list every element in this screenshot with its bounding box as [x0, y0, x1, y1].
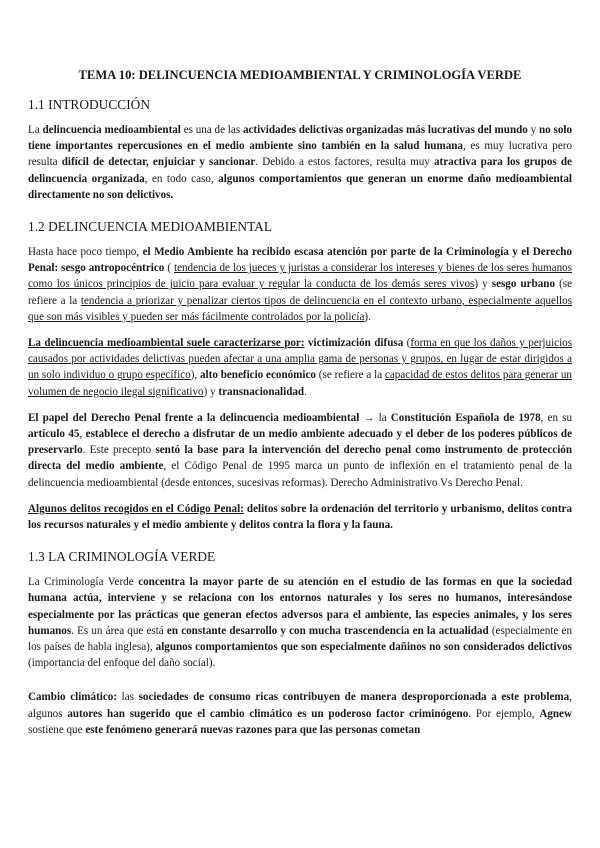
- text: , algunos: [28, 691, 572, 720]
- text: La Criminología Verde: [28, 576, 139, 589]
- section-heading: 1.1 INTRODUCCIÓN: [28, 97, 150, 112]
- text: , en su: [540, 411, 573, 424]
- text: .: [304, 385, 307, 398]
- underlined-text: capacidad de estos delitos para generar un volumen de negocio ilegal significativo: [28, 369, 572, 398]
- paragraph: [28, 501, 572, 533]
- text: ,: [79, 428, 86, 441]
- text: , el Código Penal de 1995 marca un punto de inflexión en el tratamiento penal de la delincuencia medioambiental (desde entonces, sucesivas reformas). Derecho Administrativo Vs Derecho Penal.: [28, 460, 572, 489]
- paragraph: [28, 410, 572, 491]
- bold-text: sesgo urbano: [491, 278, 555, 291]
- paragraph: [28, 689, 572, 738]
- text: (se refiere a la: [315, 369, 385, 382]
- bold-text: El papel del Derecho Penal frente a la delincuencia medioambiental: [28, 411, 360, 424]
- bold-text: sociedades de consumo ricas contribuyen de manera desproporcionada a este problema: [138, 691, 570, 704]
- bold-text: delitos sobre la ordenación del territorio y urbanismo, delitos contra los recursos naturales y el medio ambiente y delitos contra la flora y la fauna.: [28, 502, 573, 532]
- text: (se refiere a la: [28, 278, 572, 307]
- bold-underlined-text: La delincuencia medioambiental suele caracterizarse por:: [28, 337, 305, 350]
- bold-text: algunos comportamientos que son especialmente dañinos no son considerados delictivos: [155, 641, 572, 654]
- bold-text: actividades delictivas organizadas más lucrativas del mundo: [242, 124, 528, 136]
- text: las: [117, 691, 139, 704]
- bold-text: alto beneficio económico: [200, 369, 316, 382]
- section-heading: 1.2 DELINCUENCIA MEDIOAMBIENTAL: [28, 219, 273, 235]
- section-heading: 1.3 LA CRIMINOLOGÍA VERDE: [28, 549, 216, 565]
- bold-text: sentó la base para la intervención del derecho penal como instrumento de protección directa del medio ambiente: [28, 444, 572, 473]
- bold-text: autores han sugerido que el cambio climático es un poderoso factor criminógeno: [67, 707, 469, 720]
- text: ),: [190, 369, 200, 382]
- bold-text: atractiva para los grupos de delincuencia organizada: [28, 156, 572, 185]
- bold-text: artículo 45: [28, 428, 80, 441]
- text: (: [164, 262, 174, 275]
- bold-text: establece el derecho a disfrutar de un medio ambiente adecuado y el deber de los poderes públicos de preservarlo: [28, 428, 573, 457]
- section-criminologia-verde: [28, 549, 572, 738]
- bold-text: Agnew: [539, 707, 572, 720]
- bold-text: delincuencia medioambiental: [42, 124, 181, 136]
- bold-text: no solo tiene importantes repercusiones en el medio ambiente sino también en la salud humana: [28, 124, 573, 153]
- text: y: [527, 124, 539, 136]
- bold-text: en constante desarrollo y con mucha trascendencia en la actualidad: [166, 624, 489, 637]
- text: . Este precepto: [82, 444, 156, 457]
- text: , es muy lucrativa pero resulta: [28, 140, 572, 169]
- section-delincuencia-medioambiental: [28, 219, 572, 533]
- bold-text: algunos comportamientos que generan un enorme daño medioambiental directamente no son delictivos.: [28, 172, 573, 201]
- text: ).: [364, 310, 371, 323]
- paragraph: [28, 574, 572, 671]
- text: La: [28, 124, 43, 136]
- section-introduccion: [28, 97, 572, 203]
- bold-underlined-text: Algunos delitos recogidos en el Código Penal:: [28, 502, 244, 515]
- text: ) y: [474, 278, 492, 291]
- bold-text: el Medio Ambiente ha recibido escasa atención por parte de la Criminología y el Derecho Penal: sesgo antropocéntrico: [28, 246, 572, 275]
- text: Hasta hace poco tiempo,: [28, 246, 143, 259]
- text: . Por ejemplo,: [468, 707, 540, 720]
- text: , en todo caso,: [144, 172, 219, 185]
- text: → la: [359, 411, 391, 424]
- text: (especialmente en los países de habla inglesa),: [28, 624, 573, 654]
- text: (importancia del enfoque del daño social).: [28, 657, 216, 670]
- text: . Debido a estos factores, resulta muy: [255, 156, 434, 169]
- bold-text: este fenómeno generará nuevas razones para que las personas cometan: [85, 723, 421, 736]
- paragraph: [28, 244, 572, 325]
- bold-text: victimización difusa: [307, 337, 404, 350]
- text: sostiene que: [28, 723, 86, 736]
- paragraph: [28, 335, 572, 400]
- text: (: [403, 337, 411, 350]
- paragraph: [28, 122, 572, 203]
- text: ) y: [203, 385, 219, 398]
- underlined-text: forma en que los daños y perjuicios causados por actividades delictivas pueden afectar a una amplia gama de personas y grupos, en lugar de estar dirigidos a un solo individuo o grupo específico: [28, 337, 573, 382]
- text: es una de las: [180, 124, 243, 136]
- bold-text: difícil de detectar, enjuiciar y sancionar: [61, 156, 256, 169]
- bold-text: transnacionalidad: [218, 385, 305, 398]
- bold-text: Constitución Española de 1978: [390, 411, 541, 424]
- bold-text: Cambio climático:: [28, 691, 118, 704]
- text: . Es un área que está: [71, 624, 167, 637]
- underlined-text: tendencia de los jueces y juristas a considerar los intereses y bienes de los seres humanos como los únicos principios de juicio para evaluar y regular la conducta de los demás seres vivos: [28, 262, 573, 291]
- bold-text: concentra la mayor parte de su atención en el estudio de las formas en que la sociedad humana actúa, interviene y se relaciona con los entornos naturales y los seres no humanos, interesándose especialmente por las prácticas que generan efectos adversos para el ambiente, las especies animales, y los seres humanos: [28, 576, 573, 637]
- underlined-text: tendencia a priorizar y penalizar ciertos tipos de delincuencia en el contexto urbano, especialmente aquellos que son más visibles y pueden ser más fácilmente controlados por la policía: [28, 294, 572, 323]
- document-title: TEMA 10: DELINCUENCIA MEDIOAMBIENTAL Y CRIMINOLOGÍA VERDE: [78, 68, 522, 82]
